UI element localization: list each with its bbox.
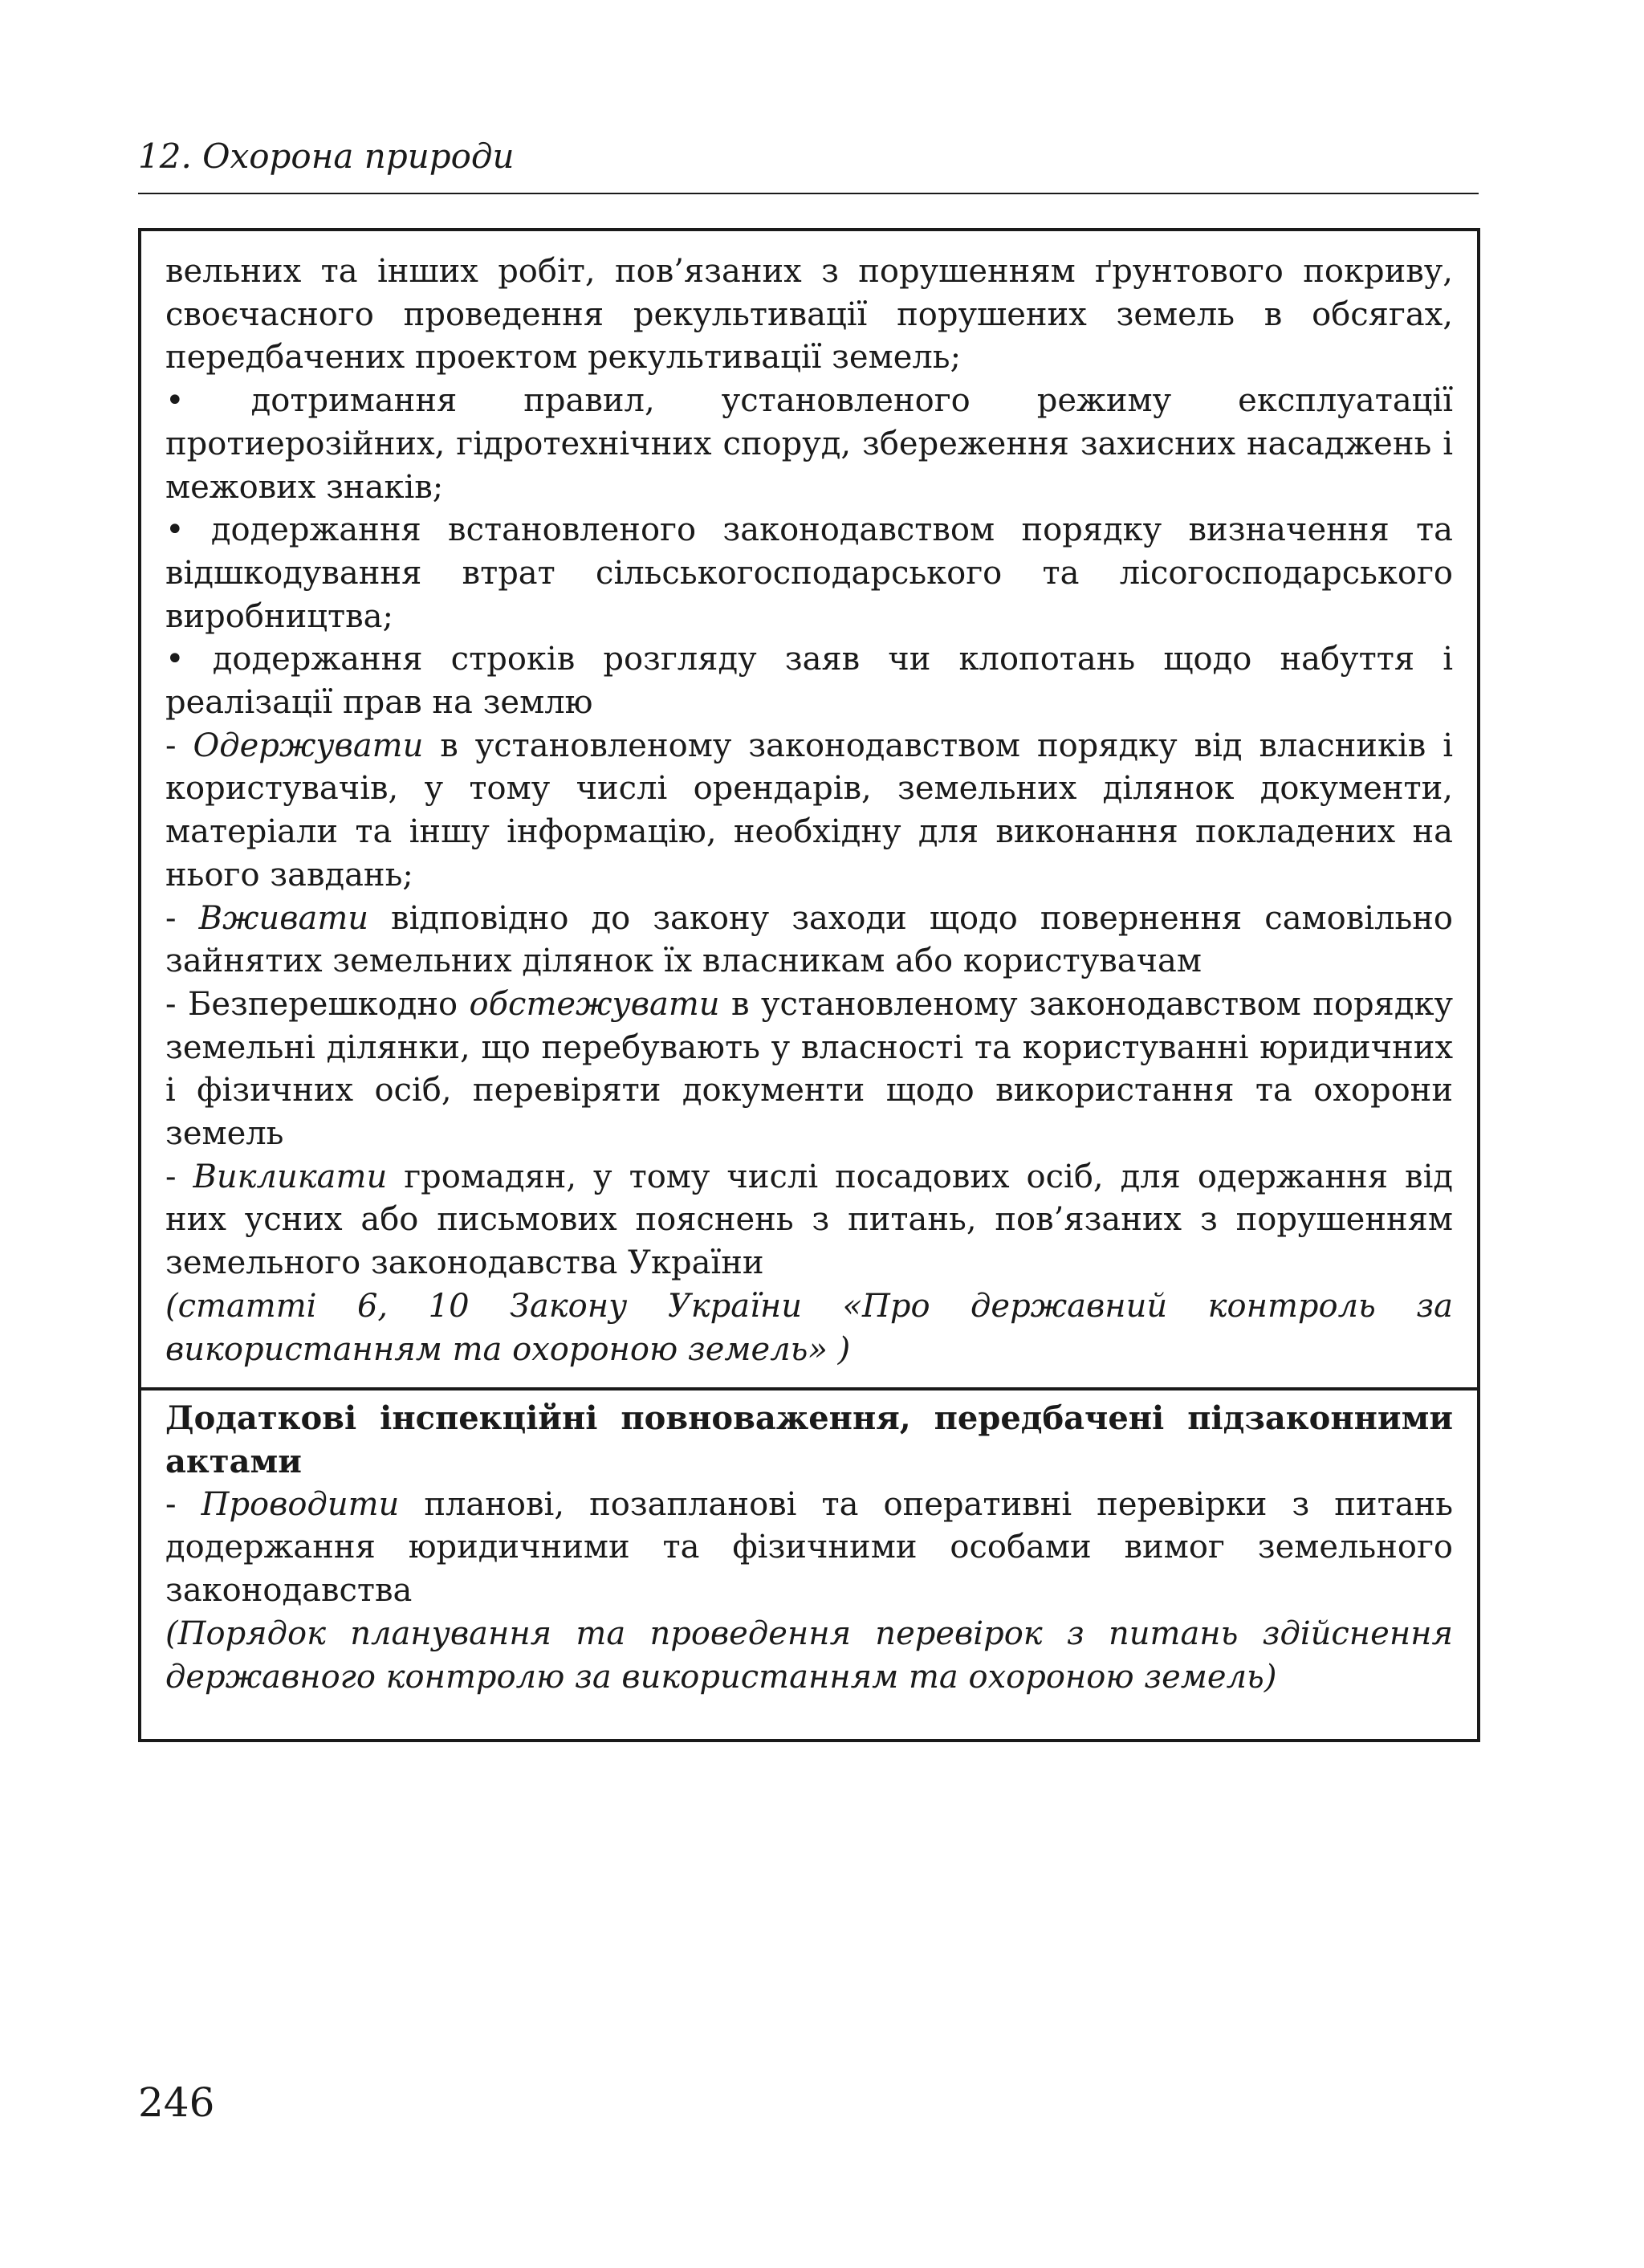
bullet-erosion-structures: • дотримання правил, установленого режиму експлуатації протиерозійних, гідротехнічних споруд, збереження захисних насаджень і межових знаків; — [165, 382, 1453, 506]
power-text: в установленому законодавством порядку земельні ділянки, що перебувають у власності та користуванні юридичних і фізичних осіб, перевіряти документи щодо використання та охорони земель — [165, 985, 1453, 1153]
power-text: планові, позапланові та оперативні перевірки з питань додержання юридичними та фізичними особами вимог земельного законодавства — [165, 1485, 1453, 1610]
paragraph-continued: вельних та інших робіт, пов’язаних з порушенням ґрунтового покриву, своєчасного проведення рекультивації порушених земель в обсягах, передбачених проектом рекультивації земель; — [165, 253, 1453, 377]
procedure-citation: (Порядок планування та проведення перевірок з питань здійснення державного контролю за використанням та охороною земель) — [165, 1614, 1453, 1696]
power-take-measures — [165, 898, 1453, 983]
table-row-additional-powers — [141, 1387, 1477, 1739]
power-text: громадян, у тому числі посадових осіб, для одержання від них усних або письмових пояснень з питань, пов’язаних з порушенням земельного законодавства України — [165, 1158, 1453, 1282]
table-row-powers — [141, 231, 1477, 1387]
law-citation: (статті 6, 10 Закону України «Про державний контроль за використанням та охороною земель» ) — [165, 1287, 1453, 1368]
power-prefix: - — [165, 1485, 201, 1523]
powers-table — [138, 228, 1480, 1742]
power-text: відповідно до закону заходи щодо повернення самовільно зайнятих земельних ділянок їх власникам або користувачам — [165, 899, 1453, 980]
power-term: Проводити — [201, 1485, 400, 1523]
header-rule — [138, 193, 1479, 194]
power-text: в установленому законодавством порядку від власників і користувачів, у тому числі орендарів, земельних ділянок документи, матеріали та іншу інформацію, необхідну для виконання покладених на нього завдань; — [165, 727, 1453, 894]
power-term: обстежувати — [469, 985, 720, 1023]
power-prefix: - Безперешкодно — [165, 985, 470, 1023]
power-conduct-inspections — [165, 1484, 1453, 1613]
power-term: Одержувати — [193, 727, 424, 764]
power-inspect-land — [165, 983, 1453, 1156]
bullet-application-deadlines: • додержання строків розгляду заяв чи клопотань щодо набуття і реалізації прав на землю — [165, 641, 1453, 722]
power-term: Викликати — [193, 1158, 388, 1195]
section-heading: Додаткові інспекційні повноваження, передбачені підзаконними актами — [165, 1399, 1453, 1480]
running-title: 12. Охорона природи — [138, 136, 515, 176]
power-obtain-documents — [165, 725, 1453, 898]
power-prefix: - — [165, 899, 199, 937]
power-prefix: - — [165, 727, 193, 764]
bullet-loss-compensation: • додержання встановленого законодавством порядку визначення та відшкодування втрат сільськогосподарського та лісогосподарського виробництва; — [165, 511, 1453, 635]
page-number: 246 — [138, 2079, 215, 2126]
power-term: Вживати — [198, 899, 369, 937]
power-prefix: - — [165, 1158, 193, 1195]
power-summon-citizens — [165, 1156, 1453, 1285]
